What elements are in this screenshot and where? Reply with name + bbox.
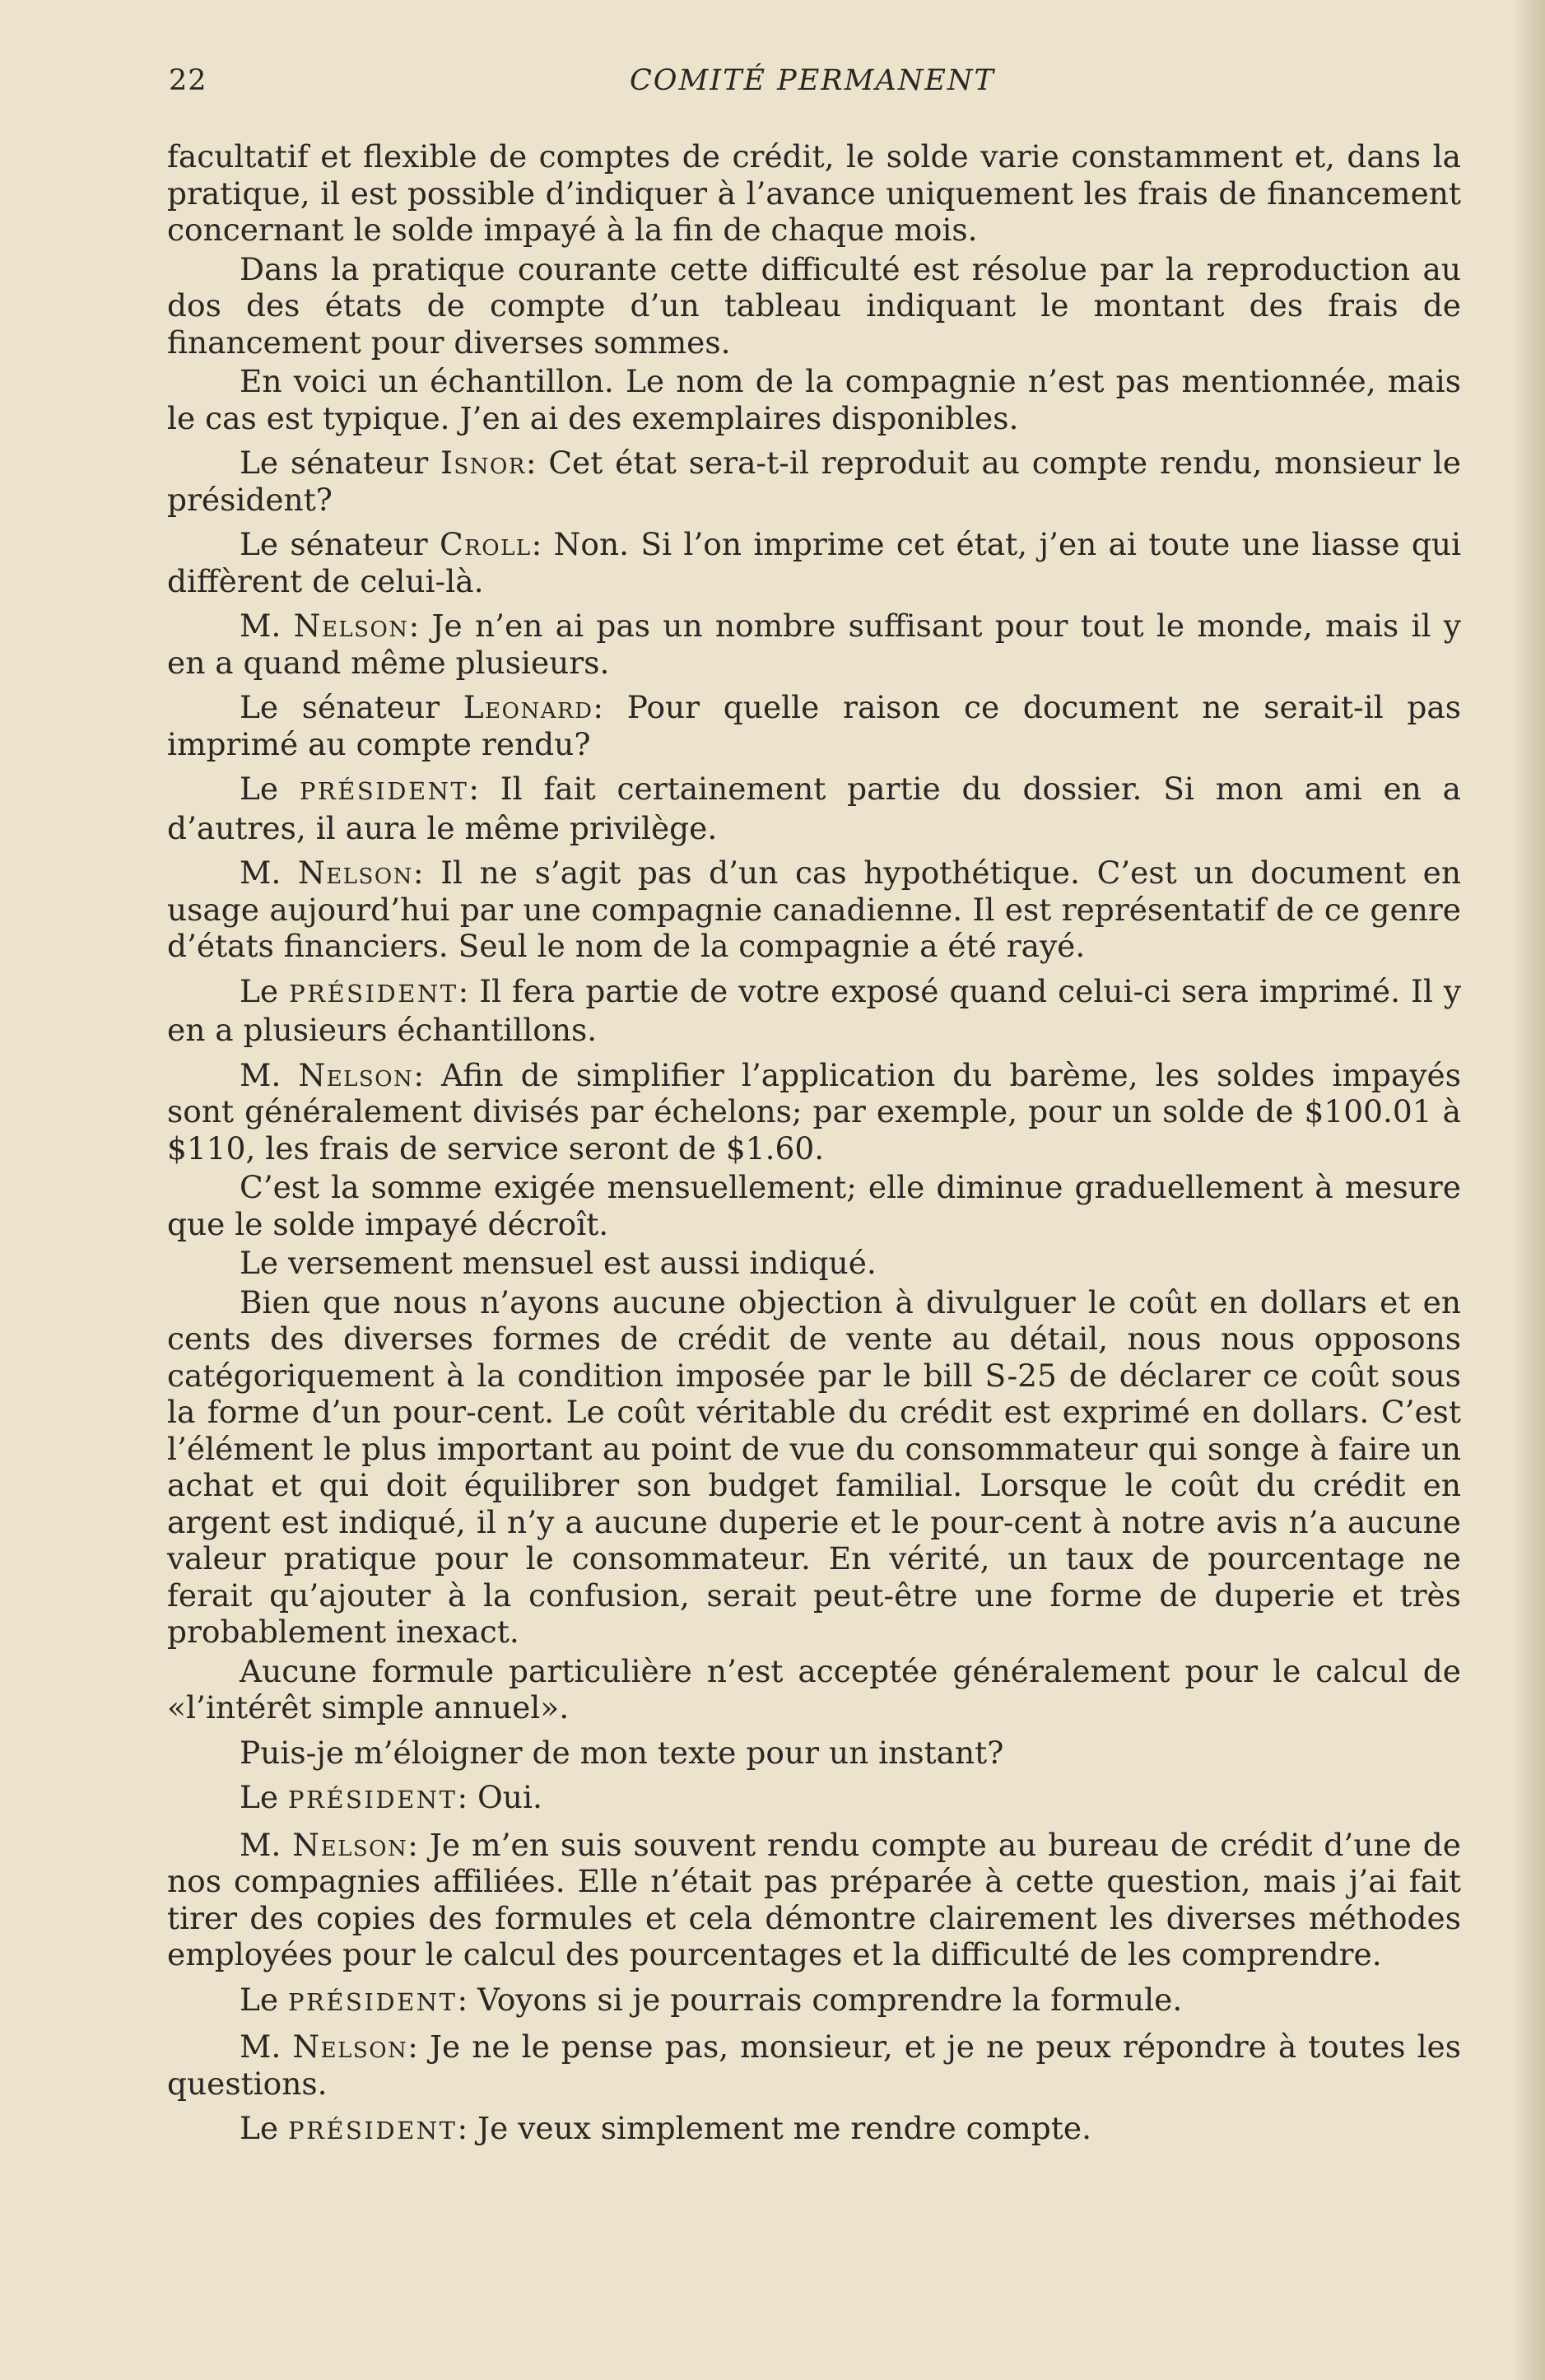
speaker-paragraph: [167, 973, 1461, 1049]
speaker-paragraph: [167, 771, 1461, 846]
speaker-paragraph: [167, 526, 1461, 599]
paragraph-text: : Je veux simplement me rendre compte.: [457, 2110, 1091, 2146]
speaker-name: PRÉSIDENT: [288, 1987, 458, 2016]
paragraph-text: : Il fera partie de votre exposé quand celui-ci sera imprimé. Il y en a plusieurs échantillons.: [167, 972, 1462, 1048]
speaker-prefix: Le: [240, 771, 300, 807]
speaker-paragraph: [167, 1057, 1461, 1167]
speaker-prefix: M.: [240, 855, 298, 891]
speaker-name: Croll: [440, 526, 532, 562]
speaker-prefix: M.: [240, 1826, 293, 1863]
speaker-paragraph: [167, 855, 1461, 965]
speaker-prefix: Le: [240, 1779, 289, 1815]
speaker-name: PRÉSIDENT: [299, 777, 469, 805]
paragraph-text: : Je m’en suis souvent rendu compte au bureau de crédit d’une de nos compagnies affiliées. Elle n’était pas préparée à cette question, mais j’ai fait tirer des copies des formules et cela démontre clairement les diverses méthodes employées pour le calcul des pourcentages et la difficulté de les comprendre.: [167, 1826, 1461, 1972]
speaker-prefix: Le sénateur: [240, 689, 463, 725]
paragraph-text: : Pour quelle raison ce document ne serait-il pas imprimé au compte rendu?: [167, 689, 1461, 762]
speaker-name: Nelson: [293, 608, 409, 644]
speaker-prefix: Le: [240, 972, 290, 1009]
speaker-name: Nelson: [298, 1056, 414, 1093]
speaker-name: PRÉSIDENT: [288, 2117, 458, 2145]
paragraph-text: Bien que nous n’ayons aucune objection à divulguer le coût en dollars et en cents des diverses formes de crédit de vente au détail, nous nous opposons catégoriquement à la condition imposée par le bill S-25 de déclarer ce coût sous la forme d’un pour-cent. Le coût véritable du crédit est exprimé en dollars. C’est l’élément le plus important au point de vue du consommateur qui songe à faire un achat et qui doit équilibrer son budget familial. Lorsque le coût du crédit en argent est indiqué, il n’y a aucune duperie et le pour-cent à notre avis n’a aucune valeur pratique pour le consommateur. En vérité, un taux de pourcentage ne ferait qu’ajouter à la confusion, serait peut-être une forme de duperie et très probablement inexact.: [167, 1283, 1461, 1650]
speaker-paragraph: [167, 2110, 1461, 2149]
paragraph: [167, 1653, 1461, 1726]
paragraph: [167, 1284, 1461, 1651]
speaker-prefix: Le: [240, 1981, 289, 2018]
page-header: [169, 64, 1461, 114]
page-edge-shading: [1512, 0, 1545, 2380]
paragraph-text: : Afin de simplifier l’application du barème, les soldes impayés sont généralement divisés par échelons; par exemple, pour un solde de $100.01 à $110, les frais de service seront de $1.60.: [167, 1056, 1461, 1167]
speaker-prefix: M.: [240, 608, 294, 644]
speaker-prefix: Le sénateur: [240, 445, 441, 481]
speaker-paragraph: [167, 608, 1461, 681]
paragraph-text: Puis-je m’éloigner de mon texte pour un instant?: [240, 1734, 1004, 1771]
speaker-name: Leonard: [463, 689, 593, 725]
transcript-body: [167, 138, 1461, 2152]
speaker-prefix: Le: [240, 2110, 289, 2146]
paragraph-text: : Je n’en ai pas un nombre suffisant pour tout le monde, mais il y en a quand même plusieurs.: [167, 608, 1461, 681]
speaker-prefix: M.: [240, 2028, 293, 2065]
speaker-name: Nelson: [292, 2028, 408, 2065]
speaker-name: Isnor: [440, 445, 526, 481]
paragraph: [167, 251, 1461, 361]
speaker-paragraph: [167, 1982, 1461, 2021]
paragraph-text: : Il ne s’agit pas d’un cas hypothétique. C’est un document en usage aujourd’hui par une compagnie canadienne. Il est représentatif de ce genre d’états financiers. Seul le nom de la compagnie a été rayé.: [167, 855, 1461, 964]
paragraph: [167, 1169, 1461, 1242]
paragraph-text: : Cet état sera-t-il reproduit au compte rendu, monsieur le président?: [167, 445, 1462, 518]
speaker-name: Nelson: [292, 1826, 408, 1863]
paragraph-text: Dans la pratique courante cette difficulté est résolue par la reproduction au dos des états de compte d’un tableau indiquant le montant des frais de financement pour diverses sommes.: [167, 250, 1461, 361]
paragraph-text: : Je ne le pense pas, monsieur, et je ne peux répondre à toutes les questions.: [167, 2028, 1461, 2102]
paragraph-text: En voici un échantillon. Le nom de la compagnie n’est pas mentionnée, mais le cas est typique. J’en ai des exemplaires disponibles.: [167, 363, 1461, 436]
speaker-paragraph: [167, 1779, 1461, 1819]
paragraph: [167, 1245, 1461, 1282]
paragraph-text: : Oui.: [457, 1779, 542, 1815]
paragraph-text: C’est la somme exigée mensuellement; elle diminue graduellement à mesure que le solde impayé décroît.: [167, 1169, 1461, 1242]
paragraph-text: : Il fait certainement partie du dossier. Si mon ami en a d’autres, il aura le même privilège.: [167, 771, 1461, 846]
speaker-paragraph: [167, 2028, 1461, 2102]
paragraph-text: : Voyons si je pourrais comprendre la formule.: [457, 1981, 1183, 2018]
speaker-prefix: Le sénateur: [240, 526, 440, 562]
speaker-name: PRÉSIDENT: [288, 1786, 458, 1814]
running-title: COMITÉ PERMANENT: [630, 64, 995, 97]
paragraph: [167, 363, 1461, 436]
speaker-prefix: M.: [240, 1056, 299, 1093]
speaker-name: Nelson: [297, 855, 413, 891]
paragraph-text: : Non. Si l’on imprime cet état, j’en ai toute une liasse qui diffèrent de celui-là.: [167, 526, 1461, 599]
paragraph-text: Aucune formule particulière n’est acceptée généralement pour le calcul de «l’intérêt simple annuel».: [167, 1652, 1461, 1726]
speaker-paragraph: [167, 1827, 1461, 1973]
paragraph-text: facultatif et flexible de comptes de crédit, le solde varie constamment et, dans la pratique, il est possible d’indiquer à l’avance uniquement les frais de financement concernant le solde impayé à la fin de chaque mois.: [167, 138, 1461, 248]
speaker-name: PRÉSIDENT: [289, 979, 458, 1008]
paragraph: [167, 138, 1461, 249]
speaker-paragraph: [167, 445, 1461, 518]
paragraph-text: Le versement mensuel est aussi indiqué.: [240, 1245, 877, 1281]
page-number: 22: [169, 64, 207, 97]
speaker-paragraph: [167, 689, 1461, 762]
paragraph: [167, 1735, 1461, 1772]
